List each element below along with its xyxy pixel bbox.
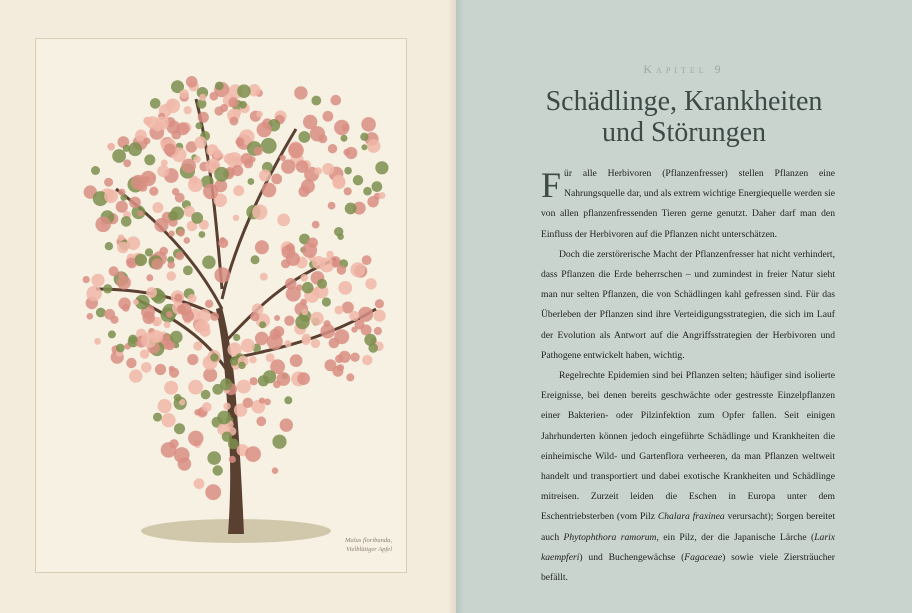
botanical-plate: [35, 38, 407, 573]
blossom-cluster: [346, 373, 354, 381]
chapter-title: [456, 86, 912, 148]
blossom-cluster: [260, 273, 268, 281]
blossom-cluster: [262, 183, 277, 198]
blossom-cluster: [364, 334, 376, 346]
blossom-cluster: [220, 237, 226, 243]
blossom-cluster: [334, 120, 349, 135]
blossom-cluster: [116, 201, 128, 213]
blossom-cluster: [181, 159, 196, 174]
blossom-cluster: [133, 299, 139, 305]
blossom-cluster: [146, 287, 157, 298]
blossom-cluster: [123, 159, 131, 167]
blossom-cluster: [141, 332, 157, 348]
blossom-cluster: [303, 115, 317, 129]
blossom-cluster: [256, 111, 263, 118]
blossom-cluster: [322, 163, 334, 175]
blossom-cluster: [351, 327, 357, 333]
blossom-cluster: [301, 309, 308, 316]
blossom-cluster: [174, 394, 182, 402]
family-fagaceae: Fagaceae: [684, 551, 723, 563]
blossom-cluster: [117, 242, 129, 254]
blossom-cluster: [254, 147, 263, 156]
blossom-cluster: [311, 96, 321, 106]
blossom-cluster: [294, 86, 307, 99]
paragraph-3-part-e: ) sowie viele Ziersträucher befällt.: [541, 551, 835, 584]
blossom-cluster: [302, 243, 317, 258]
blossom-cluster: [91, 166, 100, 175]
blossom-cluster: [271, 174, 282, 185]
blossom-cluster: [146, 116, 159, 129]
blossom-cluster: [107, 143, 115, 151]
blossom-cluster: [331, 95, 342, 106]
blossom-cluster: [261, 138, 277, 154]
blossom-cluster: [350, 353, 359, 362]
blossom-cluster: [220, 378, 232, 390]
blossom-cluster: [140, 349, 149, 358]
blossom-cluster: [169, 231, 175, 237]
paragraph-2: Doch die zerstörerische Macht der Pflanzenfresser hat nicht verhindert, dass Pflanzen die Erde beherrschen – und zumindest in freier Natur sieht man nur selten Pflanzen, die von Schädlingen kahl gefressen sind. Für das Überleben der Pflanzen sind ihre Verteidigungsstrategien, die sich im Lauf der Evolution als Antwort auf die Angriffsstrategien der Herbivoren und Pathogene entwickelt haben, wichtig.: [541, 248, 835, 361]
species-larix: Larix kaempferi: [541, 531, 835, 563]
blossom-cluster: [241, 153, 253, 165]
blossom-cluster: [164, 321, 171, 328]
blossom-cluster: [228, 439, 239, 450]
blossom-cluster: [328, 202, 336, 210]
blossom-cluster: [129, 369, 142, 382]
blossom-cluster: [144, 154, 155, 165]
blossom-cluster: [344, 167, 352, 175]
blossom-cluster: [259, 398, 265, 404]
blossom-cluster: [284, 340, 291, 347]
blossom-cluster: [83, 276, 90, 283]
blossom-cluster: [296, 160, 309, 173]
blossom-cluster: [194, 478, 205, 489]
blossom-cluster: [158, 399, 172, 413]
blossom-cluster: [142, 312, 155, 325]
blossom-cluster: [214, 167, 229, 182]
blossom-cluster: [104, 309, 115, 320]
blossom-cluster: [103, 284, 112, 293]
blossom-cluster: [128, 142, 142, 156]
blossom-cluster: [199, 231, 206, 238]
blossom-cluster: [213, 149, 222, 158]
blossom-cluster: [298, 186, 309, 197]
blossom-cluster: [285, 278, 296, 289]
blossom-cluster: [264, 399, 271, 406]
blossom-cluster: [176, 252, 184, 260]
blossom-cluster: [174, 294, 182, 302]
blossom-cluster: [281, 159, 295, 173]
blossom-cluster: [284, 396, 292, 404]
blossom-cluster: [328, 144, 337, 153]
blossom-cluster: [295, 315, 309, 329]
blossom-cluster: [164, 144, 176, 156]
blossom-cluster: [215, 82, 224, 91]
blossom-cluster: [205, 300, 213, 308]
blossom-cluster: [358, 307, 373, 322]
blossom-cluster: [233, 109, 241, 117]
blossom-cluster: [188, 380, 203, 395]
blossom-cluster: [256, 416, 266, 426]
blossom-cluster: [232, 165, 243, 176]
blossom-cluster: [229, 117, 238, 126]
blossom-cluster: [238, 362, 245, 369]
blossom-cluster: [194, 136, 206, 148]
blossom-cluster: [267, 334, 283, 350]
blossom-cluster: [118, 189, 125, 196]
paragraph-3: [541, 366, 835, 588]
blossom-cluster: [337, 233, 344, 240]
blossom-cluster: [332, 366, 343, 377]
blossom-cluster: [214, 267, 230, 283]
blossom-cluster: [228, 97, 238, 107]
blossom-cluster: [341, 135, 348, 142]
chapter-label: Kapitel 9: [643, 62, 725, 76]
blossom-cluster: [200, 322, 210, 332]
blossom-cluster: [201, 390, 211, 400]
blossom-cluster: [150, 98, 161, 109]
chapter-body: [541, 164, 835, 588]
blossom-cluster: [297, 372, 310, 385]
chapter-title-line-2: und Störungen: [601, 117, 767, 148]
blossom-cluster: [363, 187, 372, 196]
blossom-cluster: [161, 160, 168, 167]
blossom-cluster: [286, 243, 295, 252]
blossom-cluster: [126, 358, 136, 368]
blossom-cluster: [343, 149, 350, 156]
blossom-cluster: [152, 202, 163, 213]
blossom-cluster: [312, 256, 325, 269]
blossom-cluster: [112, 149, 126, 163]
blossom-cluster: [217, 411, 231, 425]
blossom-cluster: [117, 276, 131, 290]
blossom-cluster: [184, 106, 192, 114]
blossom-cluster: [141, 171, 156, 186]
blossom-cluster: [322, 297, 331, 306]
blossom-cluster: [288, 143, 304, 159]
blossom-cluster: [272, 467, 279, 474]
blossom-cluster: [207, 451, 221, 465]
blossom-cluster: [237, 84, 251, 98]
blossom-cluster: [177, 229, 185, 237]
blossom-cluster: [220, 104, 228, 112]
blossom-cluster: [311, 339, 320, 348]
blossom-cluster: [339, 351, 351, 363]
blossom-cluster: [138, 210, 144, 216]
blossom-cluster: [205, 484, 221, 500]
blossom-cluster: [186, 76, 198, 88]
blossom-cluster: [194, 409, 200, 415]
blossom-cluster: [229, 456, 236, 463]
blossom-cluster: [175, 193, 185, 203]
blossom-cluster: [350, 262, 365, 277]
blossom-cluster: [197, 309, 211, 323]
blossom-cluster: [179, 303, 192, 316]
blossom-cluster: [362, 255, 372, 265]
chapter-title-line-1: Schädlinge, Krankheiten: [545, 86, 823, 117]
blossom-cluster: [277, 372, 291, 386]
blossom-cluster: [199, 94, 206, 101]
blossom-cluster: [248, 178, 255, 185]
paragraph-3-part-d: ) und Buchengewächse (: [579, 551, 685, 563]
blossom-cluster: [298, 131, 310, 143]
blossom-cluster: [310, 312, 324, 326]
blossom-cluster: [154, 218, 168, 232]
blossom-cluster: [249, 356, 256, 363]
blossom-cluster: [375, 299, 384, 308]
blossom-cluster: [243, 398, 253, 408]
plate-caption: [345, 536, 392, 554]
blossom-cluster: [135, 254, 147, 266]
blossom-cluster: [167, 261, 175, 269]
blossom-cluster: [176, 122, 189, 135]
blossom-cluster: [233, 185, 244, 196]
blossom-cluster: [213, 465, 223, 475]
blossom-cluster: [169, 439, 178, 448]
blossom-cluster: [367, 196, 378, 207]
blossom-cluster: [374, 310, 386, 322]
blossom-cluster: [320, 324, 335, 339]
blossom-cluster: [193, 341, 202, 350]
blossom-cluster: [196, 122, 203, 129]
blossom-cluster: [250, 312, 259, 321]
blossom-cluster: [91, 274, 104, 287]
blossom-cluster: [178, 457, 192, 471]
blossom-cluster: [259, 321, 266, 328]
blossom-cluster: [362, 355, 372, 365]
blossom-cluster: [157, 165, 169, 177]
blossom-cluster: [108, 330, 116, 338]
blossom-cluster: [241, 339, 255, 353]
blossom-cluster: [168, 211, 178, 221]
blossom-cluster: [361, 117, 376, 132]
blossom-cluster: [332, 175, 345, 188]
blossom-cluster: [210, 353, 218, 361]
blossom-cluster: [121, 216, 132, 227]
blossom-cluster: [104, 189, 118, 203]
blossom-cluster: [223, 403, 230, 410]
species-phytophthora: Phytophthora ramorum: [563, 531, 657, 543]
paragraph-3-part-a: Regelrechte Epidemien sind bei Pflanzen selten; häufiger sind isolierte Ereignisse, bei denen bereits geschwächte oder gestresste Einzelpflanzen einer Bakterien- oder Pilzinfektion zum Opfer fallen. Seit einigen Jahrhunderten können jedoch eingeführte Schädlinge und Krankheiten die einheimische Wild- und Gartenflora verheeren, da man Pflanzen weltweit handelt und transportiert und dabei exotische Krankheiten und Schädlinge mitreisen. Zurzeit leiden die Eschen in Europa unter dem Eschentriebsterben (vom Pilz: [541, 370, 835, 523]
blossom-cluster: [96, 308, 106, 318]
blossom-cluster: [374, 327, 382, 335]
blossom-cluster: [239, 101, 247, 109]
blossom-cluster: [187, 354, 198, 365]
blossom-cluster: [153, 413, 162, 422]
paragraph-1: [541, 164, 835, 245]
blossom-cluster: [353, 175, 363, 185]
blossom-cluster: [152, 258, 163, 269]
blossom-cluster: [317, 279, 327, 289]
blossom-cluster: [237, 380, 251, 394]
blossom-cluster: [375, 161, 388, 174]
blossom-cluster: [332, 260, 340, 268]
paragraph-1-text: ür alle Herbivoren (Pflanzenfresser) stellen Pflanzen eine Nahrungsquelle dar, und als extrem wichtige Energiequelle werden sie von allen pflanzenfressenden Tieren gerne genutzt. Daher darf man den Einfluss der Herbivoren auf die Pflanzen nicht unterschätzen.: [541, 168, 835, 240]
blossom-cluster: [277, 214, 290, 227]
blossom-cluster: [255, 240, 269, 254]
blossom-cluster: [272, 435, 286, 449]
blossom-cluster: [236, 138, 245, 147]
blossom-cluster: [169, 368, 179, 378]
blossom-cluster: [94, 338, 101, 345]
blossom-cluster: [312, 221, 320, 229]
blossom-cluster: [361, 144, 367, 150]
blossom-cluster: [104, 178, 113, 187]
blossom-cluster: [159, 247, 168, 256]
blossom-cluster: [174, 423, 185, 434]
blossom-cluster: [118, 297, 130, 309]
blossom-cluster: [349, 311, 359, 321]
blossom-cluster: [334, 329, 349, 344]
blossom-cluster: [344, 187, 352, 195]
blossom-cluster: [129, 197, 141, 209]
blossom-cluster: [250, 377, 258, 385]
blossom-cluster: [335, 306, 344, 315]
blossom-cluster: [245, 446, 261, 462]
blossom-cluster: [367, 139, 381, 153]
blossom-cluster: [323, 111, 334, 122]
blossom-cluster: [259, 169, 271, 181]
blossom-cluster: [210, 92, 219, 101]
blossom-cluster: [198, 112, 209, 123]
blossom-cluster: [95, 217, 111, 233]
blossom-cluster: [257, 122, 272, 137]
blossom-cluster: [284, 316, 294, 326]
blossom-cluster: [191, 212, 203, 224]
blossom-cluster: [338, 281, 352, 295]
blossom-cluster: [143, 137, 150, 144]
blossom-cluster: [314, 167, 322, 175]
blossom-cluster: [86, 286, 101, 301]
blossom-cluster: [251, 255, 260, 264]
paragraph-3-part-b: verursacht); Sorgen bereitet auch: [541, 511, 835, 543]
blossom-cluster: [302, 282, 314, 294]
blossom-cluster: [149, 187, 158, 196]
blossom-cluster: [87, 313, 94, 320]
blossom-cluster: [141, 362, 152, 373]
blossom-cluster: [128, 335, 137, 344]
blossom-cluster: [202, 256, 215, 269]
blossom-cluster: [166, 99, 181, 114]
tree-branch: [228, 259, 336, 339]
blossom-cluster: [233, 215, 239, 221]
tree-illustration: [36, 39, 406, 572]
blossom-cluster: [365, 278, 376, 289]
blossom-cluster: [161, 413, 175, 427]
caption-species: Malus floribunda,: [345, 537, 392, 544]
blossom-cluster: [290, 354, 303, 367]
blossom-cluster: [188, 294, 197, 303]
blossom-cluster: [146, 274, 153, 281]
blossom-cluster: [118, 234, 125, 241]
blossom-cluster: [166, 271, 176, 281]
drop-cap: F: [541, 165, 562, 205]
caption-common-name: Vielblütiger Apfel: [346, 546, 392, 553]
blossom-cluster: [183, 266, 193, 276]
blossom-cluster: [296, 284, 303, 291]
blossom-cluster: [233, 334, 240, 341]
blossom-cluster: [210, 312, 219, 321]
paragraph-3-part-c: , ein Pilz, der die Japanische Lärche (: [656, 531, 815, 543]
blossom-cluster: [179, 89, 189, 99]
blossom-cluster: [109, 266, 119, 276]
blossom-cluster: [301, 274, 309, 282]
blossom-cluster: [345, 203, 357, 215]
blossom-cluster: [166, 311, 173, 318]
blossom-cluster: [105, 242, 113, 250]
blossom-cluster: [360, 133, 368, 141]
blossom-cluster: [274, 315, 280, 321]
blossom-cluster: [170, 331, 183, 344]
blossom-cluster: [258, 375, 269, 386]
blossom-cluster: [372, 181, 383, 192]
blossom-cluster: [379, 192, 386, 199]
blossom-cluster: [255, 332, 269, 346]
blossom-cluster: [188, 431, 203, 446]
blossom-cluster: [280, 418, 293, 431]
blossom-cluster: [302, 334, 311, 343]
blossom-cluster: [203, 368, 217, 382]
blossom-cluster: [202, 402, 212, 412]
blossom-cluster: [116, 344, 125, 353]
blossom-cluster: [188, 177, 203, 192]
blossom-cluster: [286, 252, 300, 266]
blossom-cluster: [300, 299, 307, 306]
blossom-cluster: [280, 155, 286, 161]
blossom-cluster: [164, 381, 178, 395]
blossom-cluster: [252, 204, 267, 219]
blossom-cluster: [184, 237, 191, 244]
species-chalara: Chalara fraxinea: [657, 511, 725, 523]
blossom-cluster: [155, 364, 166, 375]
